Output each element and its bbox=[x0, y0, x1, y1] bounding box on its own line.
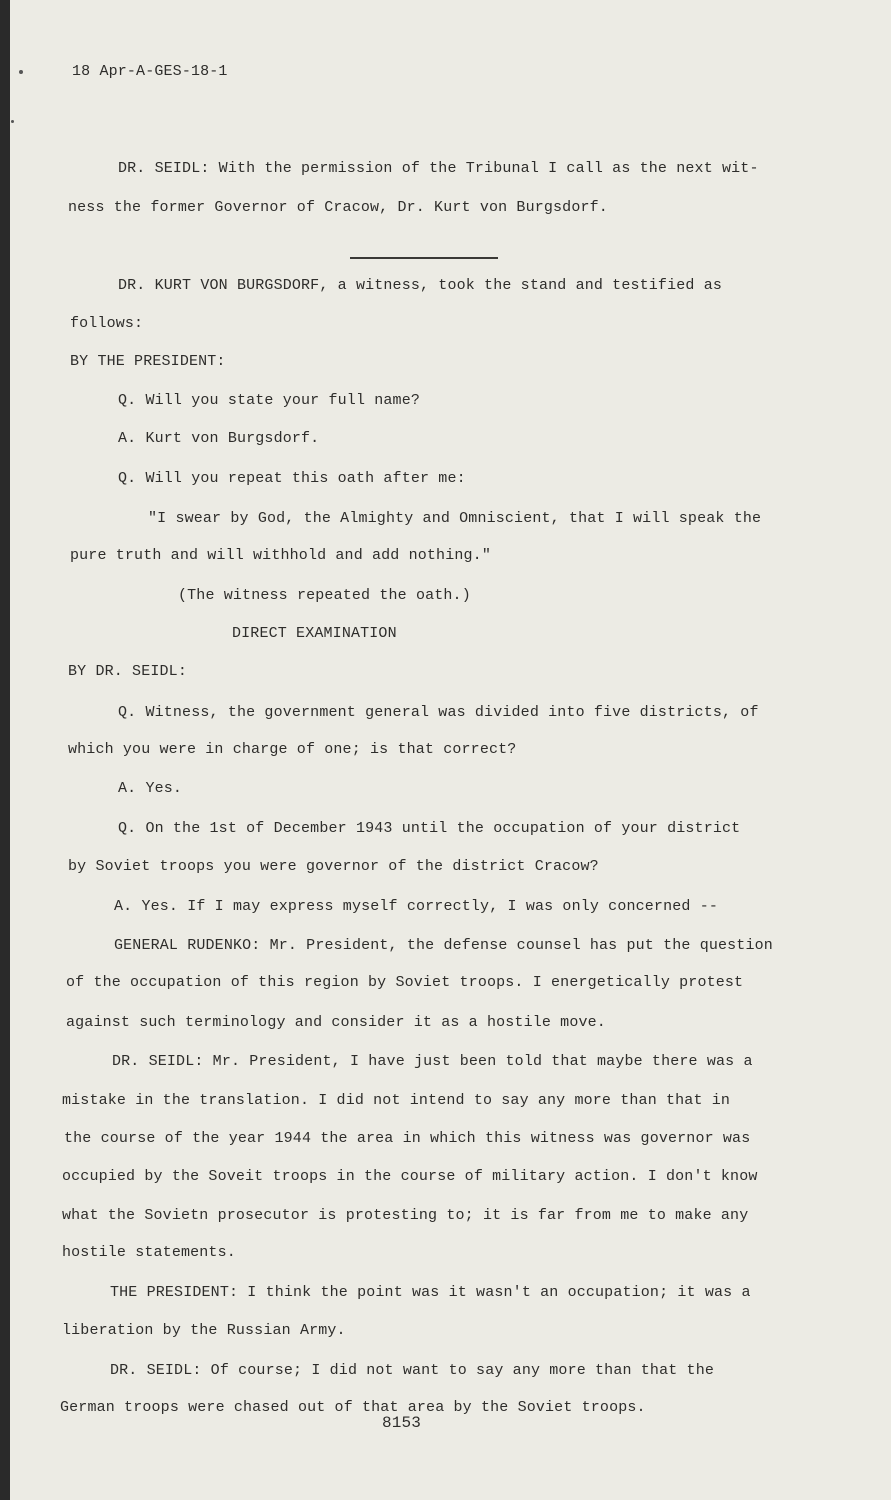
text-line: by Soviet troops you were governor of the district Cracow? bbox=[68, 858, 599, 875]
section-heading: DIRECT EXAMINATION bbox=[232, 625, 397, 642]
document-page bbox=[10, 0, 891, 1500]
text-line: DR. SEIDL: With the permission of the Tribunal I call as the next wit- bbox=[118, 160, 759, 177]
text-line: Q. Witness, the government general was divided into five districts, of bbox=[118, 704, 759, 721]
speaker-heading: BY THE PRESIDENT: bbox=[70, 353, 226, 370]
document-reference: 18 Apr-A-GES-18-1 bbox=[72, 63, 228, 80]
speaker-heading: BY DR. SEIDL: bbox=[68, 663, 187, 680]
text-line: mistake in the translation. I did not intend to say any more than that in bbox=[62, 1092, 731, 1109]
text-line: of the occupation of this region by Soviet troops. I energetically protest bbox=[66, 974, 744, 991]
text-line: ness the former Governor of Cracow, Dr. Kurt von Burgsdorf. bbox=[68, 199, 608, 216]
text-line: German troops were chased out of that area by the Soviet troops. bbox=[60, 1399, 646, 1416]
text-line: Q. On the 1st of December 1943 until the occupation of your district bbox=[118, 820, 741, 837]
section-divider bbox=[350, 257, 498, 259]
text-line: hostile statements. bbox=[62, 1244, 236, 1261]
text-line: which you were in charge of one; is that correct? bbox=[68, 741, 517, 758]
text-line: against such terminology and consider it as a hostile move. bbox=[66, 1014, 606, 1031]
punch-mark bbox=[19, 70, 23, 74]
text-line: DR. SEIDL: Mr. President, I have just been told that maybe there was a bbox=[112, 1053, 753, 1070]
text-line: the course of the year 1944 the area in which this witness was governor was bbox=[64, 1130, 751, 1147]
text-line: THE PRESIDENT: I think the point was it wasn't an occupation; it was a bbox=[110, 1284, 751, 1301]
text-line: liberation by the Russian Army. bbox=[62, 1322, 346, 1339]
text-line: Q. Will you repeat this oath after me: bbox=[118, 470, 466, 487]
text-line: DR. SEIDL: Of course; I did not want to say any more than that the bbox=[110, 1362, 714, 1379]
text-line: (The witness repeated the oath.) bbox=[178, 587, 471, 604]
punch-mark bbox=[11, 120, 14, 123]
text-line: GENERAL RUDENKO: Mr. President, the defense counsel has put the question bbox=[114, 937, 773, 954]
text-line: DR. KURT VON BURGSDORF, a witness, took the stand and testified as bbox=[118, 277, 722, 294]
text-line: A. Yes. bbox=[118, 780, 183, 797]
text-line: Q. Will you state your full name? bbox=[118, 392, 420, 409]
text-line: what the Sovietn prosecutor is protesting to; it is far from me to make any bbox=[62, 1207, 749, 1224]
text-line: occupied by the Soveit troops in the course of military action. I don't know bbox=[62, 1168, 758, 1185]
page-number: 8153 bbox=[382, 1414, 422, 1432]
text-line: A. Kurt von Burgsdorf. bbox=[118, 430, 320, 447]
text-line: follows: bbox=[70, 315, 144, 332]
text-line: A. Yes. If I may express myself correctly, I was only concerned -- bbox=[114, 898, 718, 915]
text-line: pure truth and will withhold and add nothing." bbox=[70, 547, 491, 564]
text-line: "I swear by God, the Almighty and Omniscient, that I will speak the bbox=[148, 510, 762, 527]
